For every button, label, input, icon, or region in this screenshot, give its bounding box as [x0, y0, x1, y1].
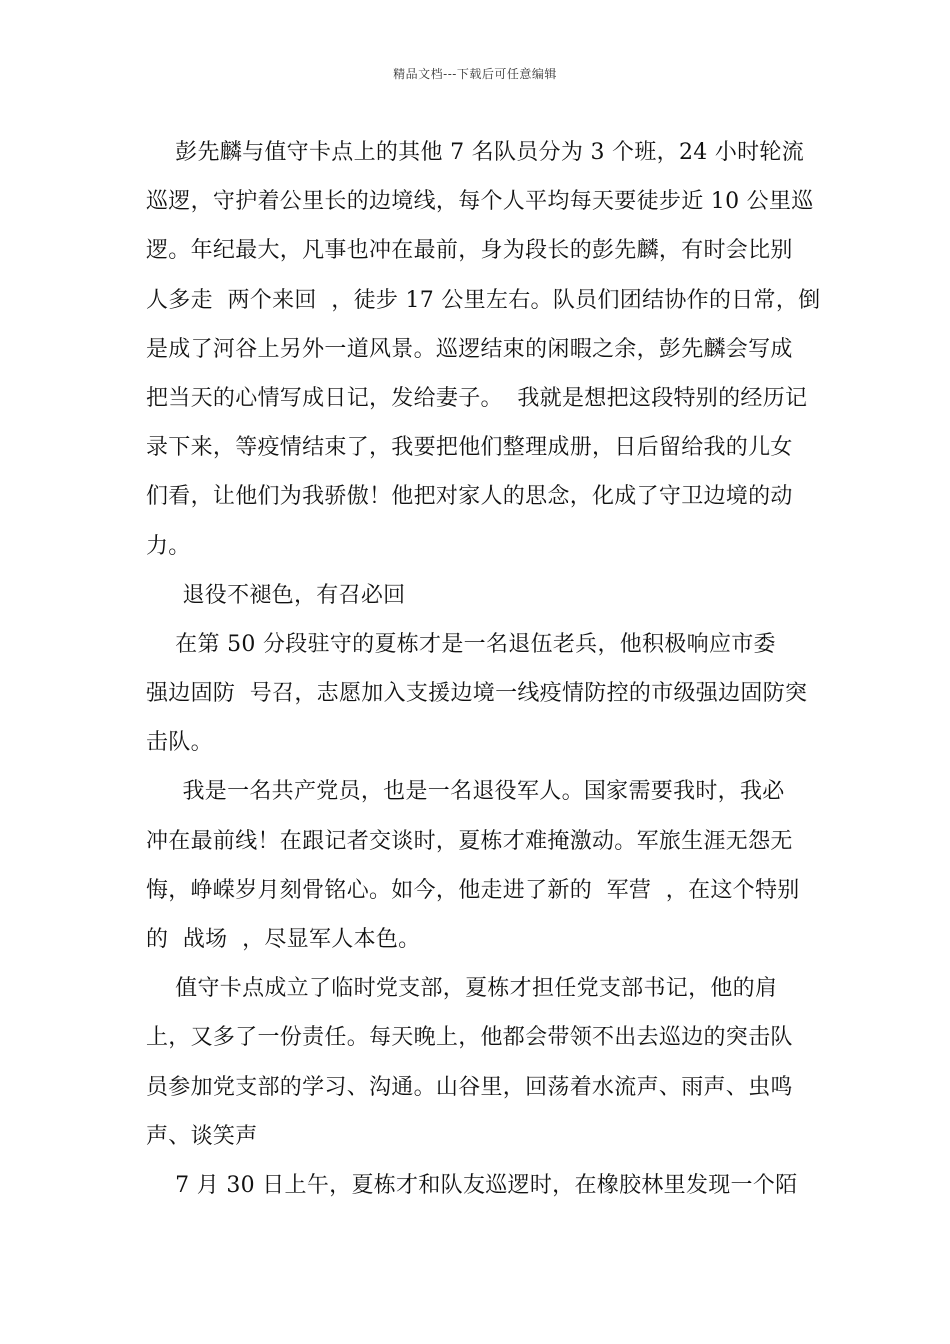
text-line: 我是一名共产党员，也是一名退役军人。国家需要我时，我必 [146, 779, 785, 805]
text-line: 彭先麟与值守卡点上的其他 7 名队员分为 3 个班，24 小时轮流 [146, 140, 805, 165]
text-line: 上，又多了一份责任。每天晚上，他都会带领不出去巡边的突击队 [146, 1025, 793, 1051]
text-line: 们看，让他们为我骄傲！他把对家人的思念，化成了守卫边境的动 [146, 484, 793, 510]
text-line: 声、谈笑声 [146, 1123, 258, 1149]
text-line: 悔，峥嵘岁月刻骨铭心。如今，他走进了新的 军营 ，在这个特别 [146, 877, 800, 903]
text-line: 人多走 两个来回 ，徒步 17 公里左右。队员们团结协作的日常，倒 [146, 287, 821, 313]
text-line: 员参加党支部的学习、沟通。山谷里，回荡着水流声、雨声、虫鸣 [146, 1074, 793, 1100]
text-line: 值守卡点成立了临时党支部，夏栋才担任党支部书记，他的肩 [146, 976, 778, 1002]
text-line: 逻。年纪最大，凡事也冲在最前，身为段长的彭先麟，有时会比别 [146, 238, 793, 264]
document-body [146, 128, 821, 1210]
paragraph-july-30 [146, 1161, 808, 1210]
section-heading [146, 571, 808, 620]
paragraph-quote [146, 767, 808, 964]
text-line: 冲在最前线！在跟记者交谈时，夏栋才难掩激动。军旅生涯无怨无 [146, 828, 793, 854]
text-line: 在第 50 分段驻守的夏栋才是一名退伍老兵，他积极响应市委 [146, 631, 776, 657]
text-line: 退役不褪色，有召必回 [146, 582, 406, 608]
text-line: 力。 [146, 533, 191, 559]
paragraph-party-branch [146, 964, 808, 1161]
text-line: 录下来，等疫情结束了，我要把他们整理成册，日后留给我的儿女 [146, 435, 793, 461]
text-line: 强边固防 号召，志愿加入支援边境一线疫情防控的市级强边固防突 [146, 681, 808, 707]
text-line: 是成了河谷上另外一道风景。巡逻结束的闲暇之余，彭先麟会写成 [146, 336, 793, 362]
text-line: 把当天的心情写成日记，发给妻子。 我就是想把这段特别的经历记 [146, 385, 808, 411]
text-line: 7 月 30 日上午，夏栋才和队友巡逻时，在橡胶林里发现一个陌 [146, 1172, 798, 1198]
text-line: 击队。 [146, 730, 213, 756]
page-header: 精品文档---下载后可任意编辑 [393, 67, 557, 81]
paragraph-veteran [146, 620, 808, 768]
paragraph-patrol [146, 128, 821, 571]
text-line: 巡逻，守护着公里长的边境线，每个人平均每天要徒步近 10 公里巡 [146, 189, 814, 215]
text-line: 的 战场 ，尽显军人本色。 [146, 927, 421, 952]
